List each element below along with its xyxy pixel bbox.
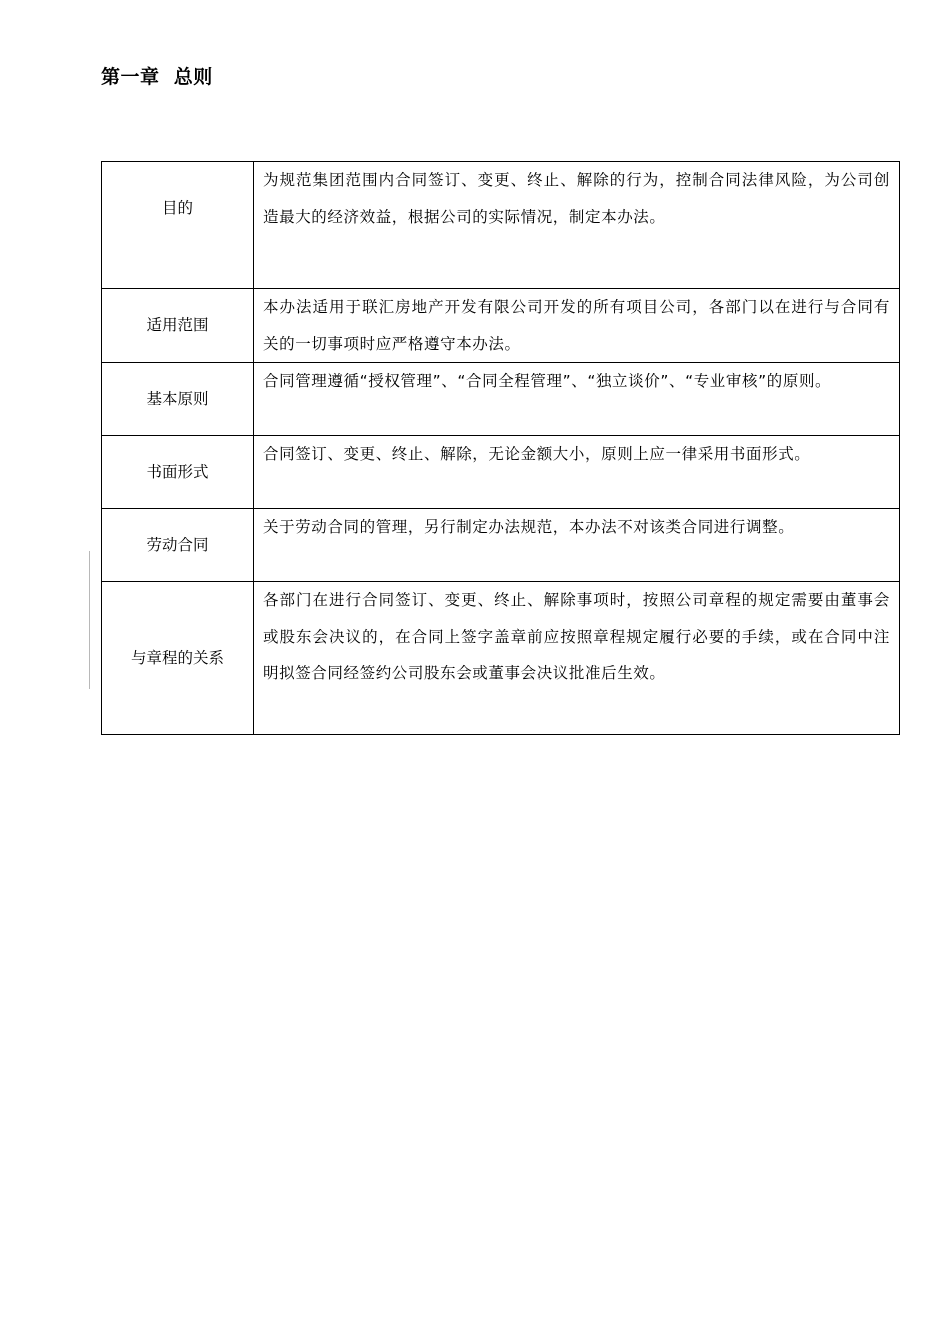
table-row [102,162,900,289]
term-cell: 劳动合同 [102,509,254,582]
table-row [102,436,900,509]
description-cell: 本办法适用于联汇房地产开发有限公司开发的所有项目公司，各部门以在进行与合同有关的一切事项时应严格遵守本办法。 [254,289,900,363]
description-cell: 合同签订、变更、终止、解除，无论金额大小，原则上应一律采用书面形式。 [254,436,900,509]
table-row [102,582,900,735]
table-row [102,289,900,363]
table-row [102,363,900,436]
description-cell: 为规范集团范围内合同签订、变更、终止、解除的行为，控制合同法律风险，为公司创造最大的经济效益，根据公司的实际情况，制定本办法。 [254,162,900,289]
chapter-title: 第一章 总则 [101,66,213,88]
description-cell: 关于劳动合同的管理，另行制定办法规范，本办法不对该类合同进行调整。 [254,509,900,582]
term-cell: 基本原则 [102,363,254,436]
table-row [102,509,900,582]
description-cell: 各部门在进行合同签订、变更、终止、解除事项时，按照公司章程的规定需要由董事会或股东会决议的，在合同上签字盖章前应按照章程规定履行必要的手续，或在合同中注明拟签合同经签约公司股东会或董事会决议批准后生效。 [254,582,900,735]
margin-line [89,551,90,689]
term-cell: 书面形式 [102,436,254,509]
general-provisions-table [101,161,900,735]
description-cell: 合同管理遵循“授权管理”、“合同全程管理”、“独立谈价”、“专业审核”的原则。 [254,363,900,436]
term-cell: 目的 [102,162,254,289]
term-cell: 与章程的关系 [102,582,254,735]
term-cell: 适用范围 [102,289,254,363]
